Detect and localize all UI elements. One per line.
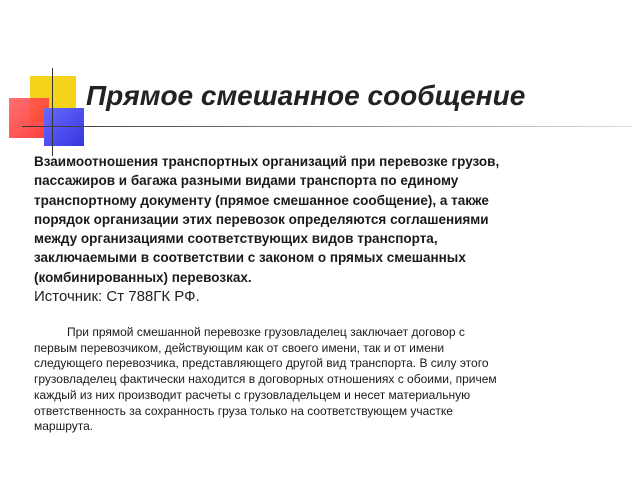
body-paragraph (34, 325, 614, 435)
definition-line: транспортному документу (прямое смешанное сообщение), а также (34, 192, 489, 208)
body-line: первым перевозчиком, действующим как от своего имени, так и от имени (34, 340, 445, 355)
logo-vertical-line (52, 68, 53, 156)
source-citation: Источник: Ст 788ГК РФ. (34, 288, 200, 305)
title-underline (22, 126, 632, 127)
definition-paragraph (34, 152, 614, 287)
slide-title: Прямое смешанное сообщение (86, 80, 526, 111)
body-line: грузовладелец фактически находится в договорных отношениях с обоими, причем (34, 372, 497, 387)
definition-line: между организациями соответствующих видов транспорта, (34, 231, 438, 247)
definition-line: пассажиров и багажа разными видами транспорта по единому (34, 173, 459, 189)
body-line: маршрута. (34, 419, 94, 434)
definition-line: порядок организации этих перевозок определяются соглашениями (34, 211, 489, 227)
logo-blue-square (44, 108, 84, 146)
definition-line: заключаемыми в соответствии с законом о прямых смешанных (34, 250, 466, 266)
body-line: следующего перевозчика, представляющего другой вид транспорта. В силу этого (34, 356, 489, 371)
body-line: ответственность за сохранность груза только на соответствующем участке (34, 403, 453, 418)
body-line: каждый из них производит расчеты с грузовладельцем и несет материальную (34, 387, 471, 402)
logo-red-square (9, 98, 49, 138)
definition-line: Взаимоотношения транспортных организаций при перевозке грузов, (34, 154, 500, 169)
definition-line: (комбинированных) перевозках. (34, 269, 252, 285)
body-line: При прямой смешанной перевозке грузовладелец заключает договор с (67, 325, 465, 339)
